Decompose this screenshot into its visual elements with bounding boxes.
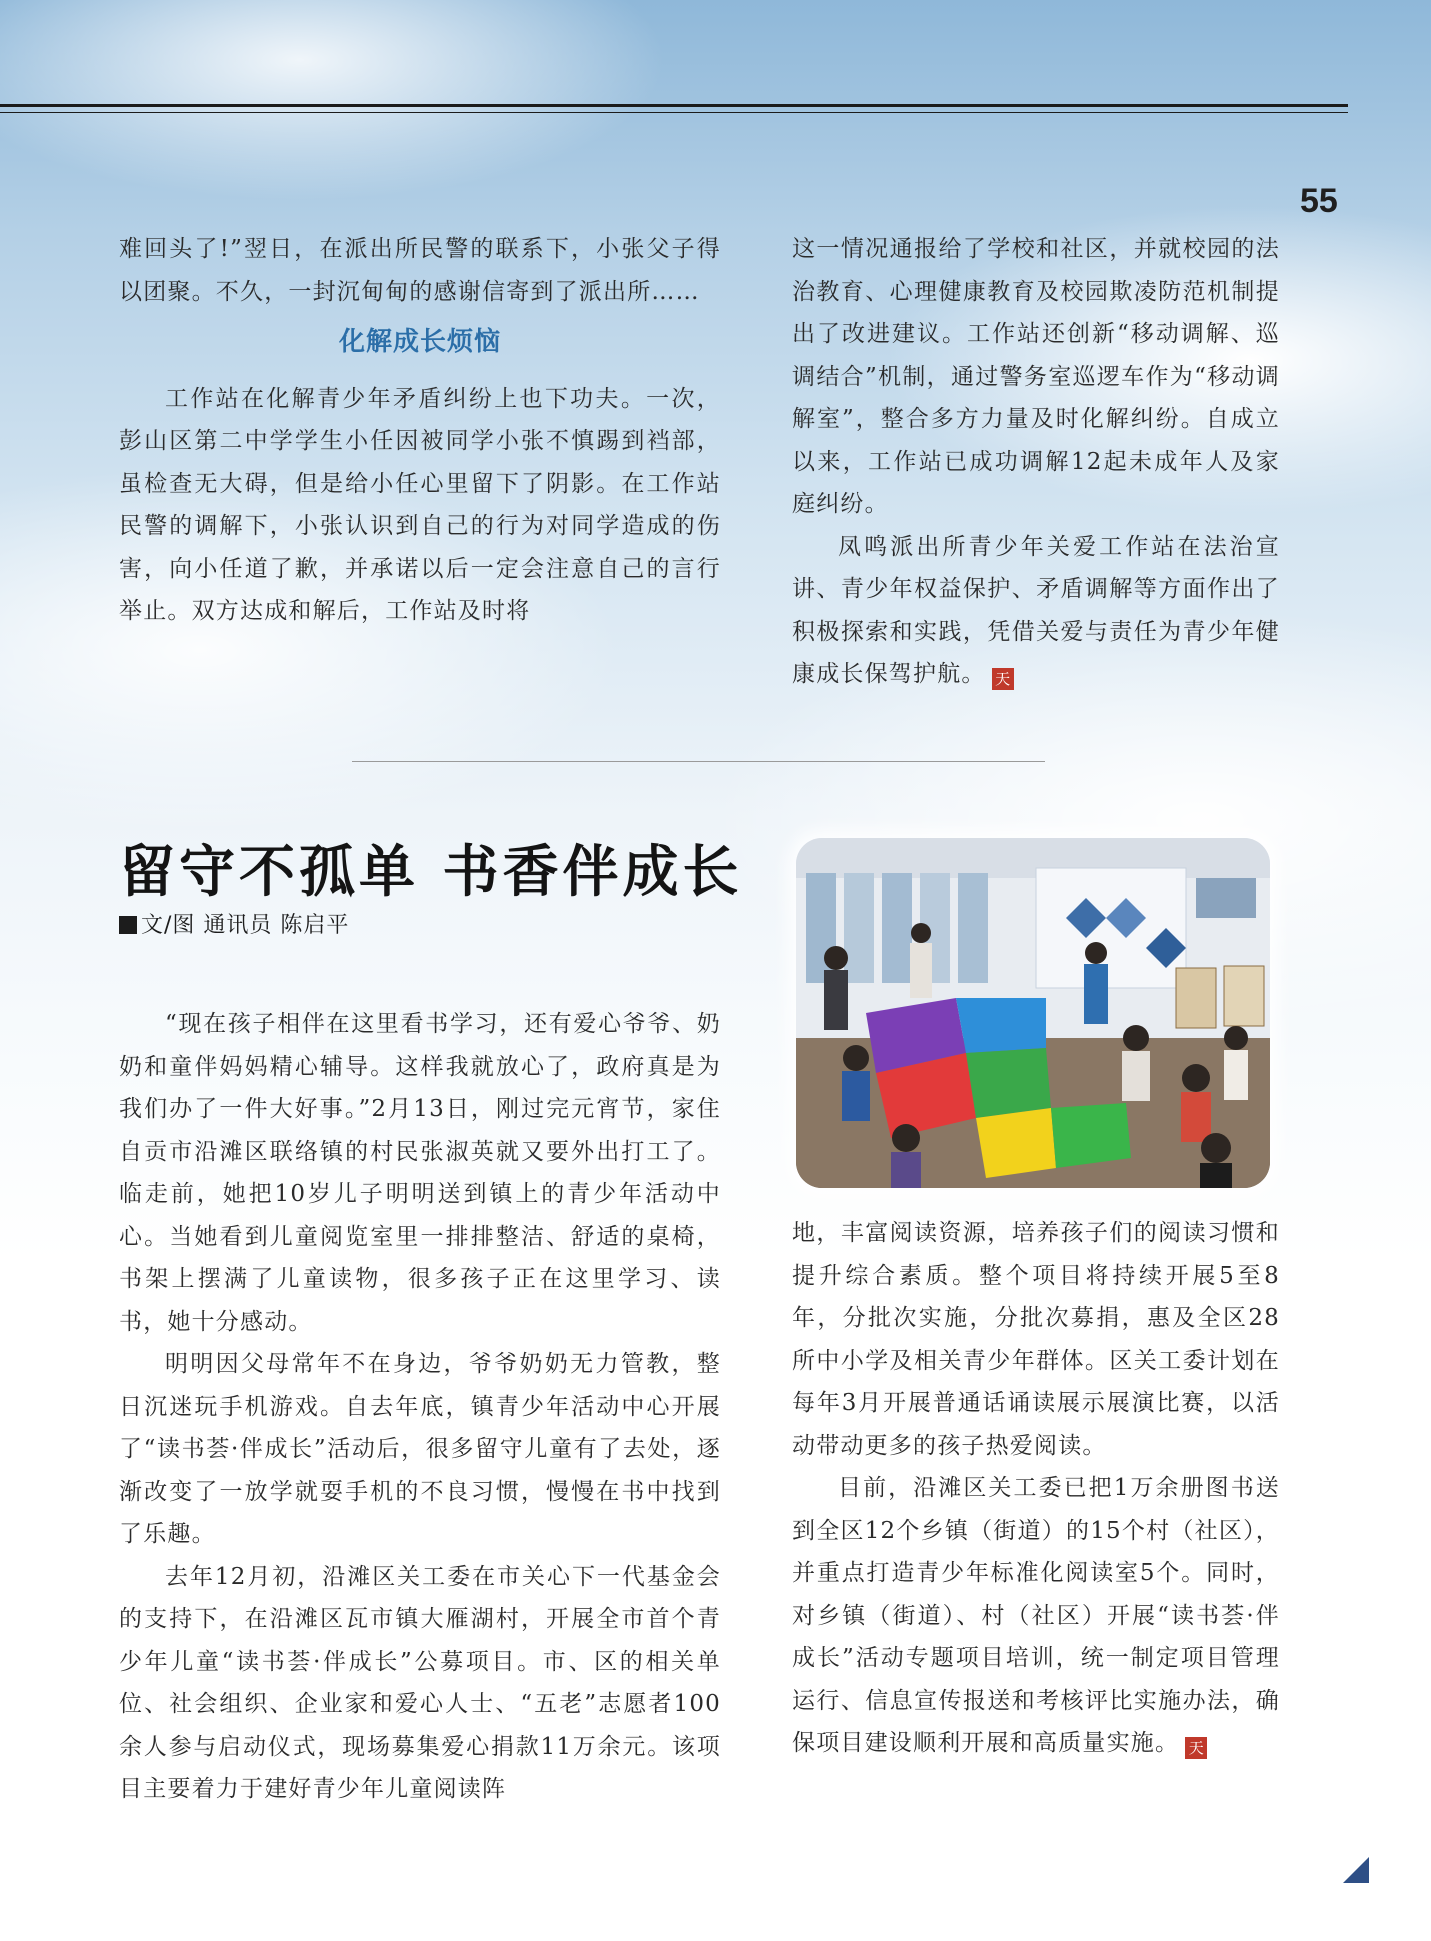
top-right-paragraph-2-text: 凤鸣派出所青少年关爱工作站在法治宣讲、青少年权益保护、矛盾调解等方面作出了积极探索和实践，凭借关爱与责任为青少年健康成长保驾护航。	[792, 533, 1280, 687]
top-left-paragraph-2: 工作站在化解青少年矛盾纠纷上也下功夫。一次，彭山区第二中学学生小任因被同学小张不慎踢到裆部，虽检查无大碍，但是给小任心里留下了阴影。在工作站民警的调解下，小张认识到自己的行为对同学造成的伤害，向小任道了歉，并承诺以后一定会注意自己的言行举止。双方达成和解后，工作站及时将	[119, 385, 721, 624]
bottom-article-right-column	[792, 1212, 1280, 1765]
top-left-paragraph-1: 难回头了!”翌日，在派出所民警的联系下，小张父子得以团聚。不久，一封沉甸甸的感谢信寄到了派出所……	[119, 236, 721, 305]
bottom-right-paragraph-2-text: 目前，沿滩区关工委已把1万余册图书送到全区12个乡镇（街道）的15个村（社区），并重点打造青少年标准化阅读室5个。同时，对乡镇（街道）、村（社区）开展“读书荟·伴成长”活动专题项目培训，统一制定项目管理运行、信息宣传报送和考核评比实施办法，确保项目建设顺利开展和高质量实施。	[792, 1475, 1280, 1756]
article-byline	[119, 908, 349, 939]
bottom-right-paragraph-2	[792, 1467, 1280, 1765]
top-right-paragraph-1: 这一情况通报给了学校和社区，并就校园的法治教育、心理健康教育及校园欺凌防范机制提出了改进建议。工作站还创新“移动调解、巡调结合”机制，通过警务室巡逻车作为“移动调解室”，整合多方力量及时化解纠纷。自成立以来，工作站已成功调解12起未成年人及家庭纠纷。	[792, 236, 1280, 517]
corner-triangle-icon	[1343, 1857, 1369, 1883]
page-number: 55	[1300, 182, 1338, 220]
header-rule-thick	[0, 104, 1348, 107]
article-end-mark-icon: 天	[992, 668, 1014, 690]
byline-text: 文/图 通讯员 陈启平	[141, 913, 350, 938]
article-divider	[352, 761, 1045, 762]
bottom-left-paragraph: 明明因父母常年不在身边，爷爷奶奶无力管教，整日沉迷玩手机游戏。自去年底，镇青少年活动中心开展了“读书荟·伴成长”活动后，很多留守儿童有了去处，逐渐改变了一放学就耍手机的不良习惯，慢慢在书中找到了乐趣。	[119, 1351, 721, 1547]
bottom-right-paragraph: 地，丰富阅读资源，培养孩子们的阅读习惯和提升综合素质。整个项目将持续开展5至8年，分批次实施，分批次募捐，惠及全区28所中小学及相关青少年群体。区关工委计划在每年3月开展普通话诵读展示展演比赛，以活动带动更多的孩子热爱阅读。	[792, 1220, 1280, 1459]
byline-square-icon	[119, 916, 137, 934]
article-photo	[796, 838, 1270, 1188]
bottom-left-paragraph: “现在孩子相伴在这里看书学习，还有爱心爷爷、奶奶和童伴妈妈精心辅导。这样我就放心了，政府真是为我们办了一件大好事。”2月13日，刚过完元宵节，家住自贡市沿滩区联络镇的村民张淑英就又要外出打工了。临走前，她把10岁儿子明明送到镇上的青少年活动中心。当她看到儿童阅览室里一排排整洁、舒适的桌椅，书架上摆满了儿童读物，很多孩子正在这里学习、读书，她十分感动。	[119, 1011, 721, 1335]
bottom-article-left-column	[119, 1003, 721, 1811]
article-end-mark-icon: 天	[1185, 1737, 1207, 1759]
top-article-left-column	[119, 228, 721, 633]
article-title: 留守不孤单 书香伴成长	[119, 839, 743, 905]
top-article-right-column	[792, 228, 1280, 696]
reading-room-photo-illustration	[796, 838, 1270, 1188]
section-subheading: 化解成长烦恼	[338, 327, 501, 357]
top-right-paragraph-2	[792, 526, 1280, 696]
header-rule-thin	[0, 112, 1348, 113]
bottom-left-paragraph: 去年12月初，沿滩区关工委在市关心下一代基金会的支持下，在沿滩区瓦市镇大雁湖村，开展全市首个青少年儿童“读书荟·伴成长”公募项目。市、区的相关单位、社会组织、企业家和爱心人士、“五老”志愿者100余人参与启动仪式，现场募集爱心捐款11万余元。该项目主要着力于建好青少年儿童阅读阵	[119, 1563, 721, 1802]
